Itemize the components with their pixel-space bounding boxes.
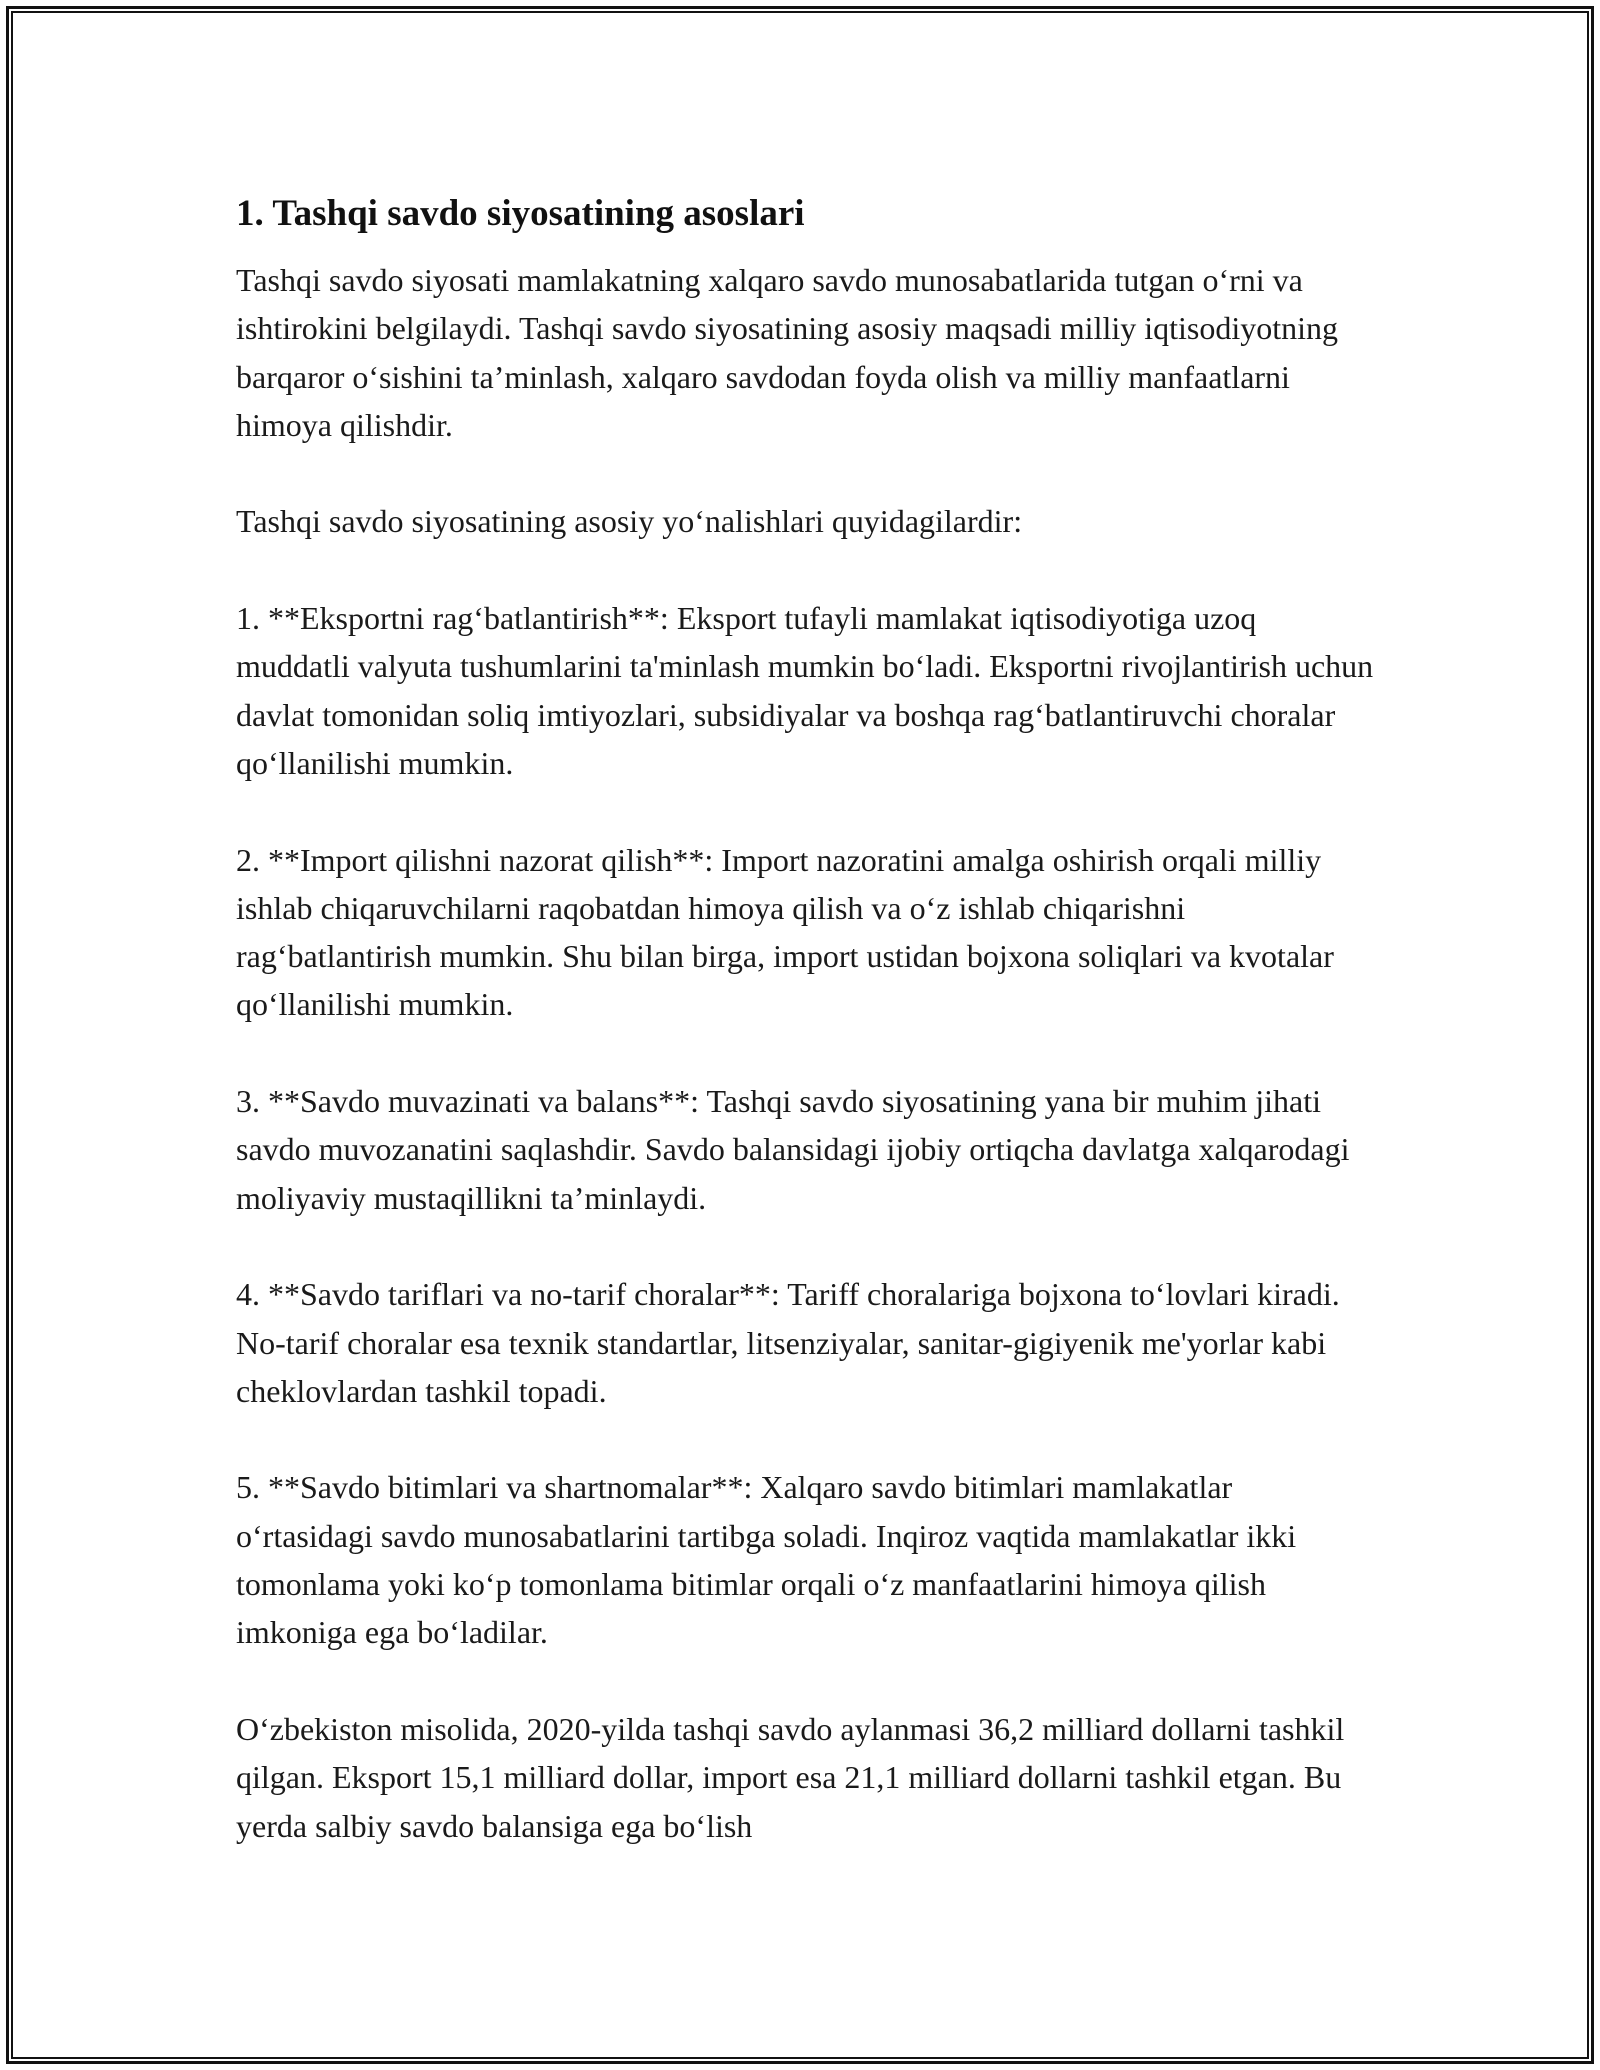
intro-paragraph: Tashqi savdo siyosati mamlakatning xalqaro savdo munosabatlarida tutgan o‘rni va ishtirokini belgilaydi. Tashqi savdo siyosatining asosiy maqsadi milliy iqtisodiyotning barqaror o‘sishini ta’minlash, xalqaro savdodan foyda olish va milliy manfaatlarni himoya qilishdir. <box>236 262 1339 443</box>
list-item-agreements: 5. **Savdo bitimlari va shartnomalar**: Xalqaro savdo bitimlari mamlakatlar o‘rtasidagi savdo munosabatlarini tartibga soladi. Inqiroz vaqtida mamlakatlar ikki tomonlama yoki ko‘p tomonlama bitimlar orqali o‘z manfaatlarini himoya qilish imkoniga ega bo‘ladilar. <box>236 1469 1297 1651</box>
section-heading: 1. Tashqi savdo siyosatining asoslari <box>236 193 805 234</box>
uzbekistan-example-paragraph: O‘zbekiston misolida, 2020-yilda tashqi savdo aylanmasi 36,2 milliard dollarni tashkil qilgan. Eksport 15,1 milliard dollar, import esa 21,1 milliard dollarni tashkil etgan. Bu yerda salbiy savdo balansiga ega bo‘lish <box>236 1710 1345 1844</box>
list-item-export: 1. **Eksportni rag‘batlantirish**: Eksport tufayli mamlakat iqtisodiyotiga uzoq muddatli valyuta tushumlarini ta'minlash mumkin bo‘ladi. Eksportni rivojlantirish uchun davlat tomonidan soliq imtiyozlari, subsidiyalar va boshqa rag‘batlantiruvchi choralar qo‘llanilishi mumkin. <box>236 600 1374 781</box>
list-item-trade-balance: 3. **Savdo muvazinati va balans**: Tashqi savdo siyosatining yana bir muhim jihati savdo muvozanatini saqlashdir. Savdo balansidagi ijobiy ortiqcha davlatga xalqarodagi moliyaviy mustaqillikni ta’minlaydi. <box>236 1083 1350 1216</box>
list-item-import: 2. **Import qilishni nazorat qilish**: Import nazoratini amalga oshirish orqali milliy ishlab chiqaruvchilarni raqobatdan himoya qilish va o‘z ishlab chiqarishni rag‘batlantirish mumkin. Shu bilan birga, import ustidan bojxona soliqlari va kvotalar qo‘llanilishi mumkin. <box>236 841 1334 1023</box>
document-body <box>236 188 1376 1850</box>
directions-lead-paragraph: Tashqi savdo siyosatining asosiy yo‘nalishlari quyidagilardir: <box>236 503 1023 540</box>
list-item-tariffs: 4. **Savdo tariflari va no-tarif choralar**: Tariff choralariga bojxona to‘lovlari kiradi. No-tarif choralar esa texnik standartlar, litsenziyalar, sanitar-gigiyenik me'yorlar kabi cheklovlardan tashkil topadi. <box>236 1276 1340 1409</box>
